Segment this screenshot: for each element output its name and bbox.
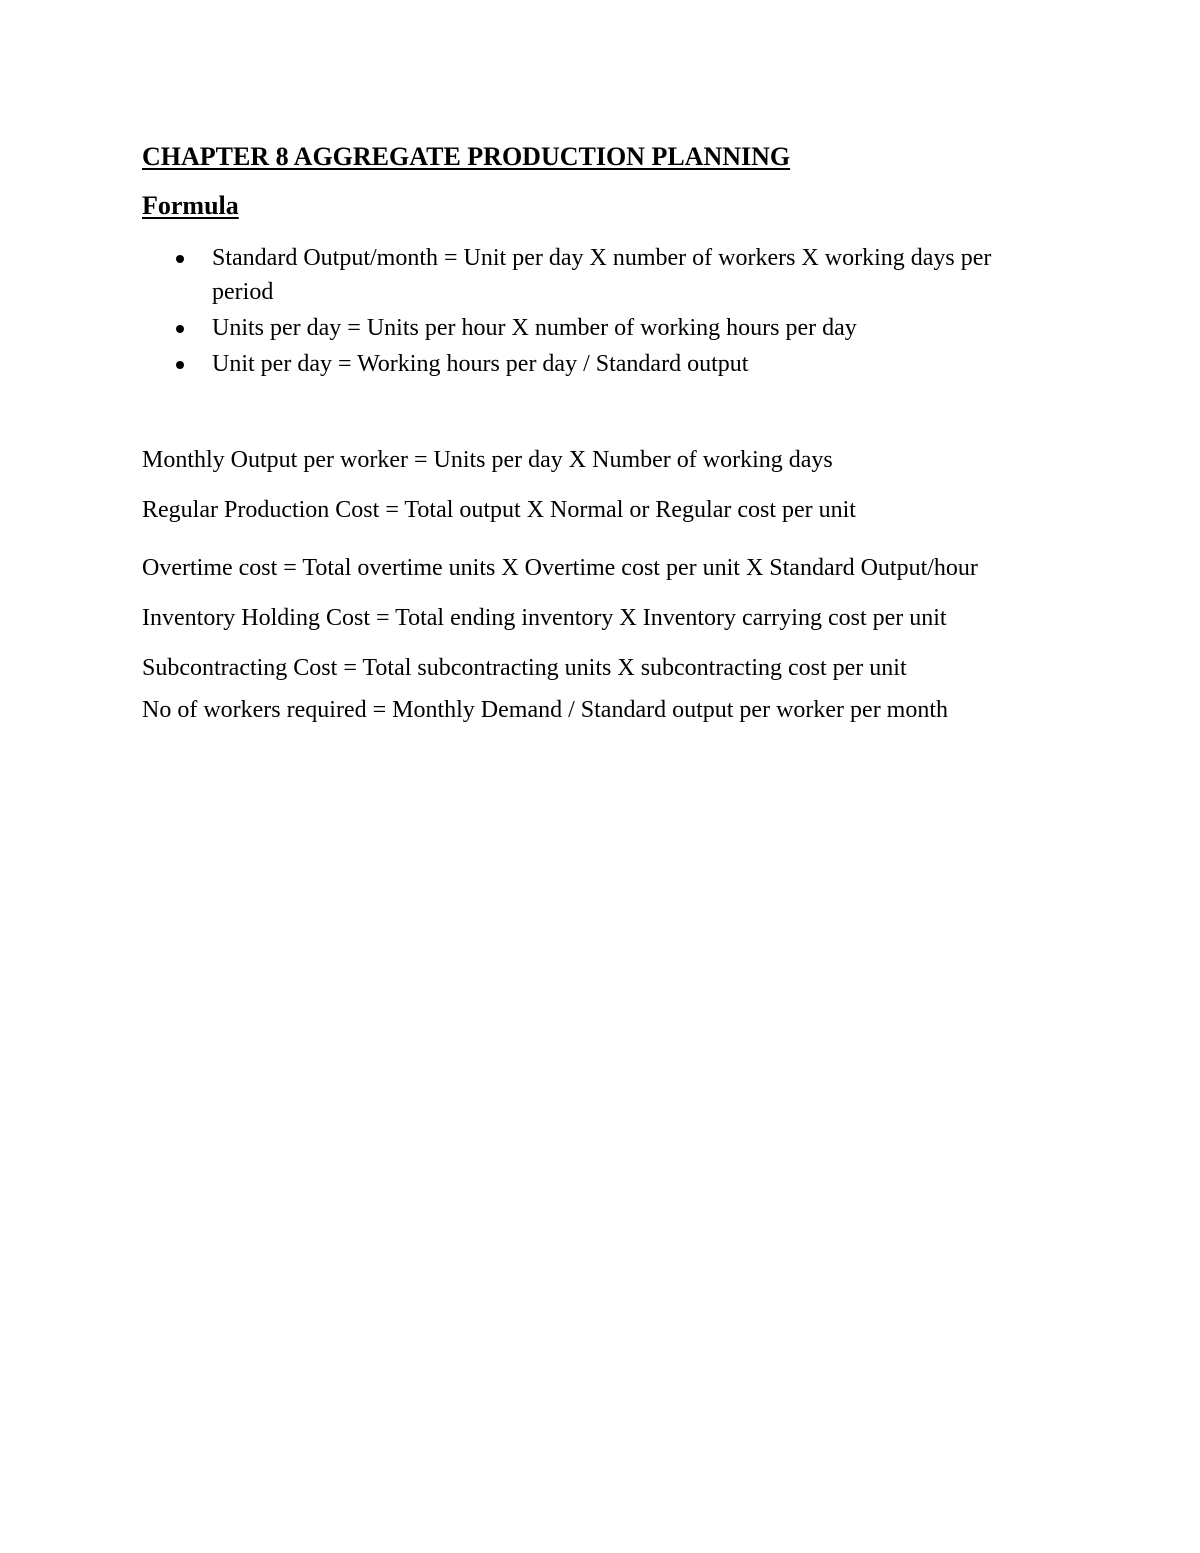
formula-workers-required: No of workers required = Monthly Demand / Standard output per worker per month xyxy=(142,697,949,723)
section-heading-formula: Formula xyxy=(142,191,239,220)
bullet-text: Units per day = Units per hour X number of working hours per day xyxy=(212,315,857,341)
bullet-item xyxy=(142,241,1042,309)
bullet-text: Standard Output/month = Unit per day X number of workers X working days per period xyxy=(212,245,992,305)
bullet-text: Unit per day = Working hours per day / Standard output xyxy=(212,351,749,377)
formula-subcontracting-cost: Subcontracting Cost = Total subcontracting units X subcontracting cost per unit xyxy=(142,655,907,681)
formula-overtime-cost: Overtime cost = Total overtime units X Overtime cost per unit X Standard Output/hour xyxy=(142,555,978,581)
document-page xyxy=(142,140,1042,743)
bullet-item xyxy=(142,347,1042,381)
bullet-icon xyxy=(176,325,184,333)
bullet-item xyxy=(142,311,1042,345)
formula-bullet-list xyxy=(142,241,1042,381)
formula-inventory-holding-cost: Inventory Holding Cost = Total ending inventory X Inventory carrying cost per unit xyxy=(142,605,947,631)
chapter-title: CHAPTER 8 AGGREGATE PRODUCTION PLANNING xyxy=(142,142,791,171)
formula-list xyxy=(142,443,1042,727)
bullet-icon xyxy=(176,361,184,369)
formula-regular-production-cost: Regular Production Cost = Total output X Normal or Regular cost per unit xyxy=(142,497,856,523)
bullet-icon xyxy=(176,255,184,263)
formula-monthly-output: Monthly Output per worker = Units per day X Number of working days xyxy=(142,447,833,473)
